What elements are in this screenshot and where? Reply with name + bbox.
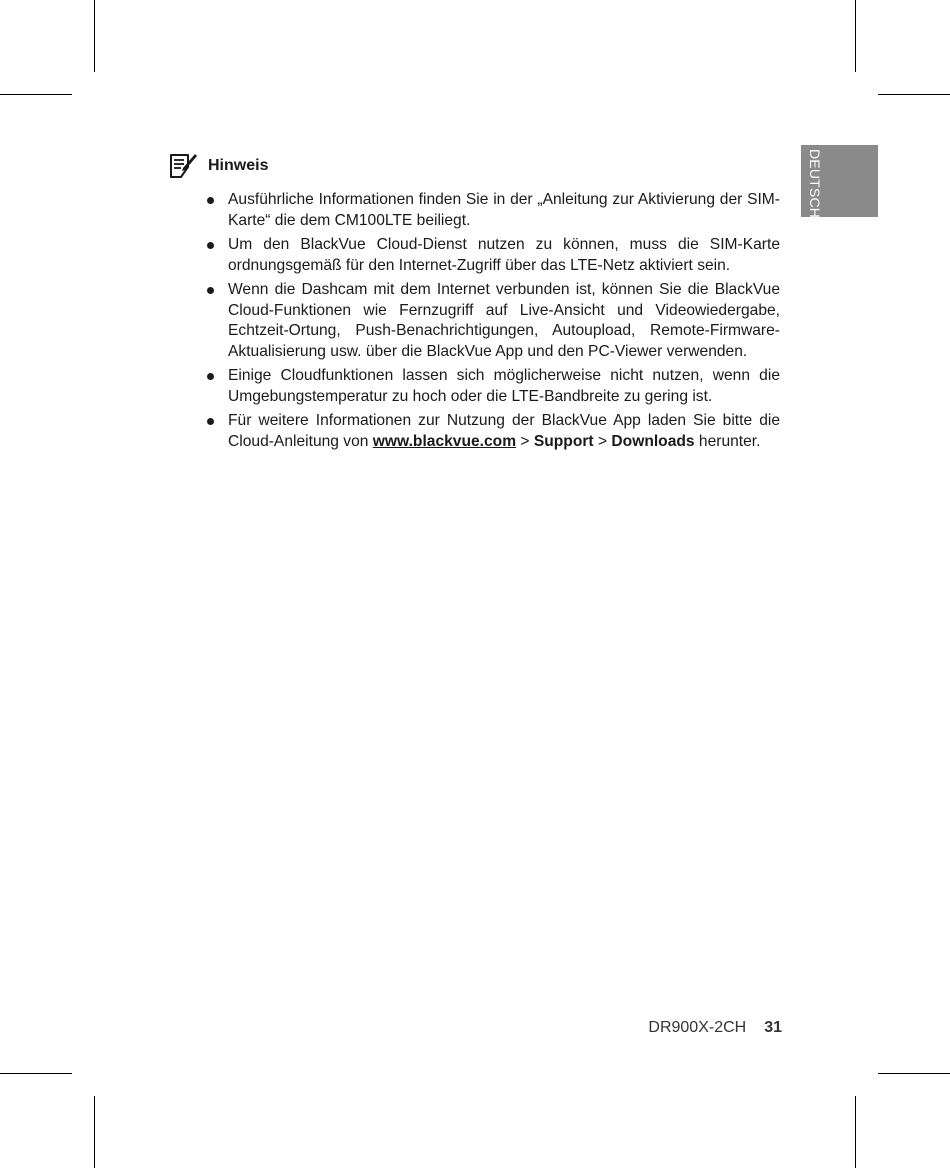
list-item [205, 190, 780, 231]
crop-mark [94, 0, 95, 72]
path-separator: > [516, 432, 534, 450]
page-footer [648, 1019, 782, 1037]
crop-mark [0, 1073, 72, 1074]
list-item [205, 411, 780, 452]
note-bullet-list [205, 190, 780, 456]
crop-mark [855, 1096, 856, 1168]
crop-mark [878, 94, 950, 95]
model-name: DR900X-2CH [648, 1019, 747, 1036]
downloads-label: Downloads [611, 432, 695, 450]
list-item-text-before: Für weitere Informationen zur Nutzung der BlackVue App laden Sie bitte die Cloud-Anleitung von [228, 412, 780, 450]
path-separator: > [593, 432, 612, 450]
note-title: Hinweis [208, 157, 269, 174]
support-label: Support [533, 432, 594, 450]
crop-mark [855, 0, 856, 72]
list-item [205, 280, 780, 362]
list-item-text: Einige Cloudfunktionen lassen sich möglicherweise nicht nutzen, wenn die Umgebungstemperatur zu hoch oder die LTE-Bandbreite zu gering ist. [228, 367, 780, 405]
bullet-dot-icon [207, 242, 214, 249]
crop-mark [878, 1073, 950, 1074]
list-item-text-after: herunter. [694, 432, 761, 450]
list-item-text: Um den BlackVue Cloud-Dienst nutzen zu können, muss die SIM-Karte ordnungsgemäß für den Internet-Zugriff über das LTE-Netz aktiviert sein. [228, 236, 780, 274]
bullet-dot-icon [207, 287, 214, 294]
language-tab [801, 145, 878, 217]
list-item [205, 235, 780, 276]
bullet-dot-icon [207, 373, 214, 380]
list-item-text: Wenn die Dashcam mit dem Internet verbunden ist, können Sie die BlackVue Cloud-Funktionen wie Fernzugriff auf Live-Ansicht und Videowiedergabe, Echtzeit-Ortung, Push-Benachrichtigungen, Autoupload, Remote-Firmware-Aktualisierung usw. über die BlackVue App und den PC-Viewer verwenden. [228, 281, 780, 360]
page-number: 31 [764, 1019, 782, 1036]
list-item-text: Ausführliche Informationen finden Sie in der „Anleitung zur Aktivierung der SIM-Karte“ die dem CM100LTE beiliegt. [228, 191, 780, 229]
bullet-dot-icon [207, 197, 214, 204]
crop-mark [94, 1096, 95, 1168]
list-item [205, 366, 780, 407]
note-heading [168, 151, 268, 181]
note-pencil-icon [168, 152, 198, 180]
bullet-dot-icon [207, 418, 214, 425]
language-tab-label: DEUTSCH [807, 149, 823, 219]
crop-mark [0, 94, 72, 95]
blackvue-website-link[interactable]: www.blackvue.com [372, 432, 517, 450]
